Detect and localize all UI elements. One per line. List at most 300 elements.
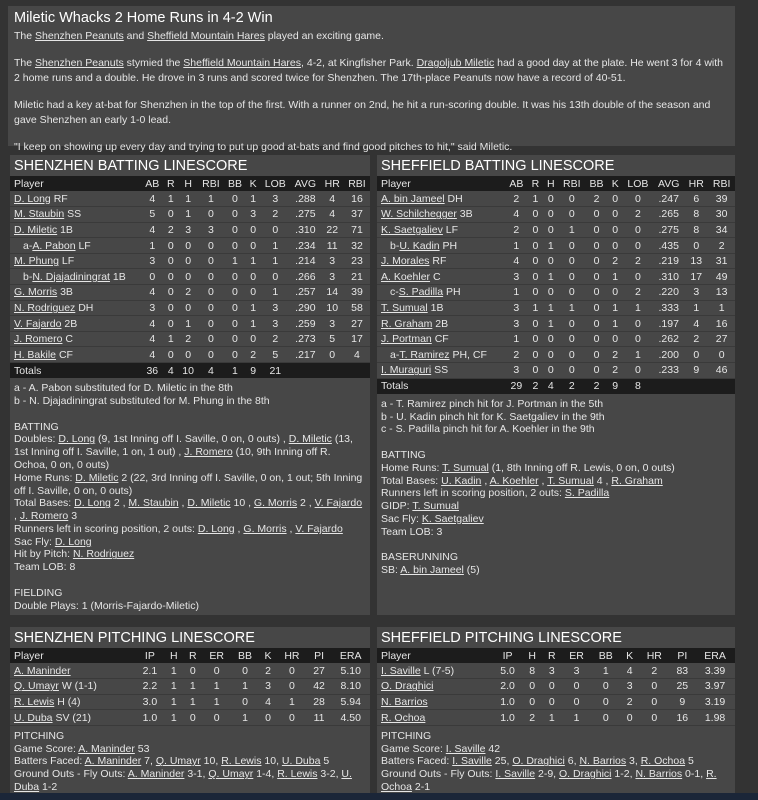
note-line: [14, 548, 366, 561]
column-header: AVG: [653, 176, 684, 191]
column-header: Player: [10, 648, 136, 663]
player-link[interactable]: A. Maninder: [14, 664, 71, 677]
player-link[interactable]: R. Ochoa: [640, 755, 686, 768]
stat-cell: 0: [543, 222, 558, 238]
text: (13, 1st Inning off I. Saville, 1 on, 1 out) ,: [14, 433, 353, 459]
stat-cell: 3: [505, 363, 528, 379]
stat-cell: 1: [224, 253, 246, 269]
stat-cell: .333: [653, 300, 684, 316]
game-story: [8, 6, 735, 153]
player-cell: [377, 191, 505, 207]
player-note: SS: [67, 208, 82, 221]
table-row: [10, 694, 370, 710]
player-link[interactable]: D. Miletic: [75, 471, 119, 484]
player-link[interactable]: N. Barrios: [635, 768, 683, 781]
stat-cell: .273: [290, 331, 320, 347]
player-link[interactable]: I. Saville: [445, 742, 486, 755]
player-cell: [10, 679, 136, 695]
stat-cell: 0: [542, 694, 562, 710]
player-link[interactable]: K. Saetgaliev: [421, 512, 484, 525]
text: had a good day at the plate. He went 3 for 4 with 2 home runs and a double. He drove in 3 runs and scored twice for Shenzhen. The 17th-place Peanuts now have a record of 40-51.: [14, 57, 724, 84]
player-cell: [377, 694, 493, 710]
stat-cell: 3: [321, 253, 344, 269]
player-link[interactable]: U. Duba: [281, 755, 321, 768]
stat-cell: 0: [684, 238, 708, 254]
stat-cell: 0: [558, 285, 585, 301]
text: FIELDING: [14, 586, 63, 599]
stat-cell: 0: [684, 347, 708, 363]
column-header: H: [164, 648, 183, 663]
stat-cell: 1: [505, 285, 528, 301]
stat-cell: 25: [670, 679, 696, 695]
stat-cell: 1: [246, 253, 260, 269]
stat-cell: 4: [321, 191, 344, 207]
note-line: [381, 398, 731, 411]
stat-cell: 1: [543, 238, 558, 254]
player-link[interactable]: R. Graham: [611, 474, 663, 487]
player-link[interactable]: N. Rodriguez: [14, 301, 76, 314]
player-link[interactable]: H. Bakile: [14, 348, 57, 361]
player-link[interactable]: O. Draghici: [512, 755, 565, 768]
player-link[interactable]: K. Saetgaliev: [381, 223, 443, 236]
stat-cell: 0: [198, 238, 224, 254]
player-link[interactable]: Q. Umayr: [14, 680, 59, 693]
player-link[interactable]: R. Lewis: [277, 768, 318, 781]
stat-cell: 3: [505, 300, 528, 316]
stat-cell: 1.0: [493, 694, 523, 710]
note-line: [14, 536, 366, 549]
stat-cell: 3: [321, 269, 344, 285]
column-header: K: [608, 176, 623, 191]
stat-cell: 17: [684, 269, 708, 285]
totals-cell: Totals: [377, 378, 505, 394]
player-link[interactable]: G. Morris: [253, 497, 298, 510]
sub-prefix: a-: [390, 348, 400, 361]
stat-cell: 0: [178, 253, 198, 269]
player-link[interactable]: G. Morris: [243, 522, 287, 535]
stat-cell: .290: [290, 300, 320, 316]
player-link[interactable]: U. Duba: [14, 768, 352, 794]
player-link[interactable]: D. Miletic: [187, 497, 231, 510]
text: SB:: [381, 564, 401, 577]
stat-cell: 3.0: [136, 694, 165, 710]
player-link[interactable]: D. Miletic: [288, 433, 332, 446]
player-link[interactable]: R. Lewis: [14, 695, 55, 708]
stat-cell: 28: [307, 694, 332, 710]
player-note: CF: [58, 348, 73, 361]
stat-cell: 13: [684, 253, 708, 269]
text: Game Score:: [14, 742, 79, 755]
stat-cell: 9: [684, 363, 708, 379]
player-note: LF: [445, 223, 459, 236]
table-row: [10, 300, 370, 316]
table-row: [377, 331, 735, 347]
column-header: R: [183, 648, 202, 663]
stat-cell: 0: [639, 679, 670, 695]
table-row: [10, 679, 370, 695]
stat-cell: .247: [653, 191, 684, 207]
stat-cell: 2: [505, 191, 528, 207]
stat-cell: .219: [653, 253, 684, 269]
stat-cell: 2: [260, 331, 290, 347]
stat-cell: 27: [344, 316, 370, 332]
totals-cell: 2: [585, 378, 608, 394]
player-note: 3B: [60, 286, 73, 299]
player-link[interactable]: Sheffield Mountain Hares: [147, 30, 265, 42]
player-link[interactable]: Q. Umayr: [155, 755, 201, 768]
player-link[interactable]: J. Romero: [19, 510, 69, 523]
player-link[interactable]: N. Djajadiningrat: [32, 270, 110, 283]
player-link[interactable]: N. Barrios: [381, 695, 428, 708]
linescore-table: [377, 648, 735, 726]
player-link[interactable]: U. Duba: [14, 711, 53, 724]
text: 2 (22, 3rd Inning off I. Saville, 0 on, 1 out; 5th Inning off I. Saville, 0 on, 0 outs): [14, 471, 363, 497]
player-link[interactable]: T. Ramirez: [399, 348, 450, 361]
stat-cell: 3: [684, 285, 708, 301]
player-link[interactable]: T. Sumual: [412, 500, 460, 513]
stat-cell: 0: [224, 238, 246, 254]
stat-cell: 0: [543, 285, 558, 301]
note-line: [14, 433, 366, 471]
table-row: [10, 710, 370, 726]
player-link[interactable]: D. Long: [74, 497, 111, 510]
player-link[interactable]: D. Long: [54, 535, 92, 548]
stat-cell: 3: [246, 207, 260, 223]
text: c - S. Padilla pinch hit for A. Koehler in the 9th: [381, 423, 595, 436]
stat-cell: 3: [505, 316, 528, 332]
stat-cell: 3: [260, 300, 290, 316]
stat-cell: 1: [246, 300, 260, 316]
player-link[interactable]: I. Saville: [495, 768, 536, 781]
player-link[interactable]: A. bin Jameel: [381, 192, 445, 205]
text: BATTING: [14, 420, 59, 433]
section-title: SHEFFIELD BATTING LINESCORE: [381, 158, 615, 174]
stat-cell: 0: [543, 347, 558, 363]
text: 0-1,: [682, 768, 707, 781]
stat-cell: 21: [344, 269, 370, 285]
player-link[interactable]: A. Maninder: [84, 755, 142, 768]
player-link[interactable]: M. Staubin: [14, 208, 65, 221]
text: 3-1,: [184, 768, 209, 781]
stat-cell: 0: [543, 331, 558, 347]
stat-cell: 0: [623, 191, 654, 207]
note-line: [381, 462, 731, 475]
stat-cell: 0: [543, 207, 558, 223]
stat-cell: 0: [528, 253, 543, 269]
text: b - U. Kadin pinch hit for K. Saetgaliev in the 9th: [381, 410, 605, 423]
player-link[interactable]: Dragoljub Miletic: [416, 57, 495, 69]
player-link[interactable]: V. Fajardo: [314, 497, 363, 510]
player-link[interactable]: G. Morris: [14, 286, 58, 299]
text: PITCHING: [14, 729, 65, 742]
player-link[interactable]: T. Sumual: [381, 301, 428, 314]
stat-cell: 0: [585, 363, 608, 379]
stat-cell: 0: [558, 238, 585, 254]
text: The: [14, 30, 36, 42]
stat-cell: 2: [505, 347, 528, 363]
player-link[interactable]: M. Phung: [14, 255, 59, 268]
player-link[interactable]: A. Koehler: [381, 270, 431, 283]
notes: [10, 726, 370, 798]
stat-cell: 0: [260, 222, 290, 238]
stat-cell: 2: [585, 191, 608, 207]
player-link[interactable]: N. Rodriguez: [72, 548, 135, 561]
stat-cell: 2: [246, 347, 260, 363]
stat-cell: 1: [684, 300, 708, 316]
spacer: [14, 574, 366, 587]
stat-cell: 1: [246, 191, 260, 207]
stat-cell: 3: [259, 679, 277, 695]
linescore-table: [10, 176, 370, 378]
player-link[interactable]: O. Draghici: [381, 680, 434, 693]
sub-prefix: c-: [390, 286, 399, 299]
text: , 4-2, at Kingfisher Park.: [301, 57, 417, 69]
stat-cell: 1: [183, 679, 202, 695]
stat-cell: 2: [522, 710, 542, 726]
stat-cell: 1: [260, 253, 290, 269]
player-link[interactable]: A. Koehler: [489, 474, 539, 487]
column-header: RBI: [198, 176, 224, 191]
stat-cell: 5: [141, 207, 163, 223]
player-link[interactable]: R. Ochoa: [381, 711, 426, 724]
stat-cell: 0: [528, 316, 543, 332]
stat-cell: 0: [246, 238, 260, 254]
totals-cell: 8: [623, 378, 654, 394]
sheffield-pitching-panel: [377, 627, 735, 793]
stat-cell: 16: [708, 316, 735, 332]
player-note: 1B: [112, 270, 126, 283]
column-header: Player: [10, 176, 141, 191]
player-link[interactable]: A. bin Jameel: [400, 564, 464, 577]
table-row: [10, 253, 370, 269]
player-link[interactable]: V. Fajardo: [295, 522, 343, 535]
player-note: SV (21): [55, 711, 92, 724]
player-note: RF: [53, 192, 68, 205]
player-link[interactable]: D. Long: [14, 192, 51, 205]
stat-cell: 5: [321, 331, 344, 347]
stat-cell: 0: [585, 331, 608, 347]
text: "I keep on showing up every day and trying to put up good at-bats and find good pitches to hit," said Miletic.: [14, 141, 513, 153]
stat-cell: 2: [708, 238, 735, 254]
notes: [10, 378, 370, 616]
column-header: IP: [493, 648, 523, 663]
player-link[interactable]: U. Kadin: [441, 474, 482, 487]
player-link[interactable]: T. Sumual: [547, 474, 594, 487]
note-line: [14, 382, 366, 395]
player-link[interactable]: J. Portman: [381, 333, 432, 346]
player-link[interactable]: U. Kadin: [399, 239, 440, 252]
table-row: [377, 679, 735, 695]
stat-cell: 0: [202, 663, 231, 679]
player-link[interactable]: J. Romero: [184, 446, 233, 459]
stat-cell: 0: [528, 269, 543, 285]
stat-cell: 0: [562, 694, 592, 710]
stat-cell: 0: [246, 269, 260, 285]
player-link[interactable]: Shenzhen Peanuts: [35, 57, 124, 69]
column-header: Player: [377, 648, 493, 663]
player-link[interactable]: R. Lewis: [221, 755, 262, 768]
stat-cell: 0: [543, 253, 558, 269]
stat-cell: 0: [585, 285, 608, 301]
stat-cell: 4: [620, 663, 639, 679]
player-note: 1B: [60, 223, 73, 236]
stat-cell: .217: [290, 347, 320, 363]
player-link[interactable]: O. Draghici: [559, 768, 612, 781]
player-link[interactable]: D. Miletic: [14, 223, 58, 236]
stat-cell: 1: [231, 679, 259, 695]
stat-cell: 0: [558, 253, 585, 269]
notes: [377, 394, 735, 581]
stat-cell: 39: [708, 191, 735, 207]
text: 1-4,: [253, 768, 278, 781]
stat-cell: 1: [141, 238, 163, 254]
stat-cell: 11: [307, 710, 332, 726]
stat-cell: 0: [528, 363, 543, 379]
stat-cell: 0: [528, 238, 543, 254]
header-row: [10, 648, 370, 663]
text: Hit by Pitch:: [14, 548, 73, 561]
player-link[interactable]: R. Ochoa: [381, 768, 717, 794]
stat-cell: .259: [290, 316, 320, 332]
header-row: [377, 648, 735, 663]
stat-cell: 17: [344, 331, 370, 347]
column-header: Player: [377, 176, 505, 191]
player-link[interactable]: A. Maninder: [78, 742, 135, 755]
stat-cell: 1.0: [493, 710, 523, 726]
totals-cell: 9: [608, 378, 623, 394]
text: 2 ,: [110, 497, 129, 510]
stat-cell: .234: [290, 238, 320, 254]
column-header: RBI: [344, 176, 370, 191]
player-cell: [377, 238, 505, 254]
player-link[interactable]: D. Long: [197, 522, 235, 535]
text: 2-9,: [535, 768, 559, 781]
stat-cell: 0: [224, 347, 246, 363]
player-link[interactable]: Sheffield Mountain Hares: [183, 57, 302, 69]
table-row: [377, 191, 735, 207]
stat-cell: .220: [653, 285, 684, 301]
stat-cell: 4: [344, 347, 370, 363]
stat-cell: 0: [246, 222, 260, 238]
player-link[interactable]: R. Graham: [381, 317, 433, 330]
stat-cell: 0: [558, 207, 585, 223]
stat-cell: 2: [259, 663, 277, 679]
totals-cell: [653, 378, 684, 394]
stat-cell: 4: [141, 222, 163, 238]
text: 6,: [564, 755, 580, 768]
stat-cell: 1: [608, 316, 623, 332]
player-link[interactable]: S. Padilla: [398, 286, 444, 299]
stat-cell: 0: [178, 347, 198, 363]
player-link[interactable]: I. Muraguri: [381, 364, 432, 377]
story-paragraph: [14, 140, 729, 155]
player-link[interactable]: S. Padilla: [564, 487, 610, 500]
player-link[interactable]: I. Saville: [381, 664, 421, 677]
column-header: BB: [591, 648, 620, 663]
stat-cell: 0: [224, 222, 246, 238]
player-link[interactable]: A. Pabon: [32, 239, 76, 252]
player-link[interactable]: W. Schilchegger: [381, 208, 457, 221]
player-cell: [10, 331, 141, 347]
stat-cell: 5.0: [493, 663, 523, 679]
player-note: DH: [447, 192, 463, 205]
note-line: [381, 564, 731, 577]
player-link[interactable]: Q. Umayr: [208, 768, 254, 781]
player-link[interactable]: Shenzhen Peanuts: [35, 30, 124, 42]
column-header: HR: [321, 176, 344, 191]
player-link[interactable]: N. Barrios: [579, 755, 627, 768]
table-row: [10, 331, 370, 347]
player-link[interactable]: T. Sumual: [442, 461, 489, 474]
player-cell: [10, 191, 141, 207]
player-note: RF: [432, 255, 447, 268]
stat-cell: 1: [562, 710, 592, 726]
story-paragraph: [14, 29, 729, 44]
player-note: DH: [78, 301, 94, 314]
player-cell: [377, 663, 493, 679]
stat-cell: 0: [183, 710, 202, 726]
stat-cell: 2: [684, 331, 708, 347]
stat-cell: 8: [522, 663, 542, 679]
stat-cell: 11: [321, 238, 344, 254]
text: Total Bases:: [381, 474, 442, 487]
player-note: LF: [61, 255, 75, 268]
text: Runners left in scoring position, 2 outs:: [14, 522, 198, 535]
player-cell: [377, 285, 505, 301]
player-link[interactable]: J. Romero: [14, 333, 63, 346]
player-link[interactable]: M. Staubin: [128, 497, 179, 510]
stat-cell: 0: [277, 679, 307, 695]
stat-cell: 0: [623, 238, 654, 254]
stat-cell: 1: [543, 316, 558, 332]
stat-cell: 23: [344, 253, 370, 269]
stat-cell: 0: [591, 694, 620, 710]
table-row: [10, 269, 370, 285]
stat-cell: 4: [141, 191, 163, 207]
stat-cell: 42: [307, 679, 332, 695]
stat-cell: .265: [653, 207, 684, 223]
player-link[interactable]: I. Saville: [452, 755, 492, 768]
player-link[interactable]: A. Maninder: [127, 768, 185, 781]
player-link[interactable]: J. Morales: [381, 255, 430, 268]
stat-cell: 1: [198, 191, 224, 207]
stat-cell: .266: [290, 269, 320, 285]
note-line: [14, 743, 366, 756]
text: 1-2: [39, 781, 58, 794]
text: 10 ,: [230, 497, 254, 510]
stat-cell: .200: [653, 347, 684, 363]
header-row: [377, 176, 735, 191]
stat-cell: 1: [202, 679, 231, 695]
stat-cell: 1: [202, 694, 231, 710]
stat-cell: 0: [198, 316, 224, 332]
stat-cell: 2: [620, 694, 639, 710]
text: 1-2,: [611, 768, 636, 781]
totals-row: [377, 378, 735, 394]
stat-cell: 4: [684, 316, 708, 332]
totals-cell: 2: [558, 378, 585, 394]
stat-cell: 0: [608, 222, 623, 238]
stat-cell: 0: [591, 710, 620, 726]
note-line: [381, 475, 731, 488]
text: 3: [68, 510, 78, 523]
player-cell: [10, 694, 136, 710]
player-cell: [10, 269, 141, 285]
player-link[interactable]: D. Long: [58, 433, 96, 446]
stat-cell: 0: [585, 253, 608, 269]
text: stymied the: [123, 57, 184, 69]
player-link[interactable]: V. Fajardo: [14, 317, 62, 330]
